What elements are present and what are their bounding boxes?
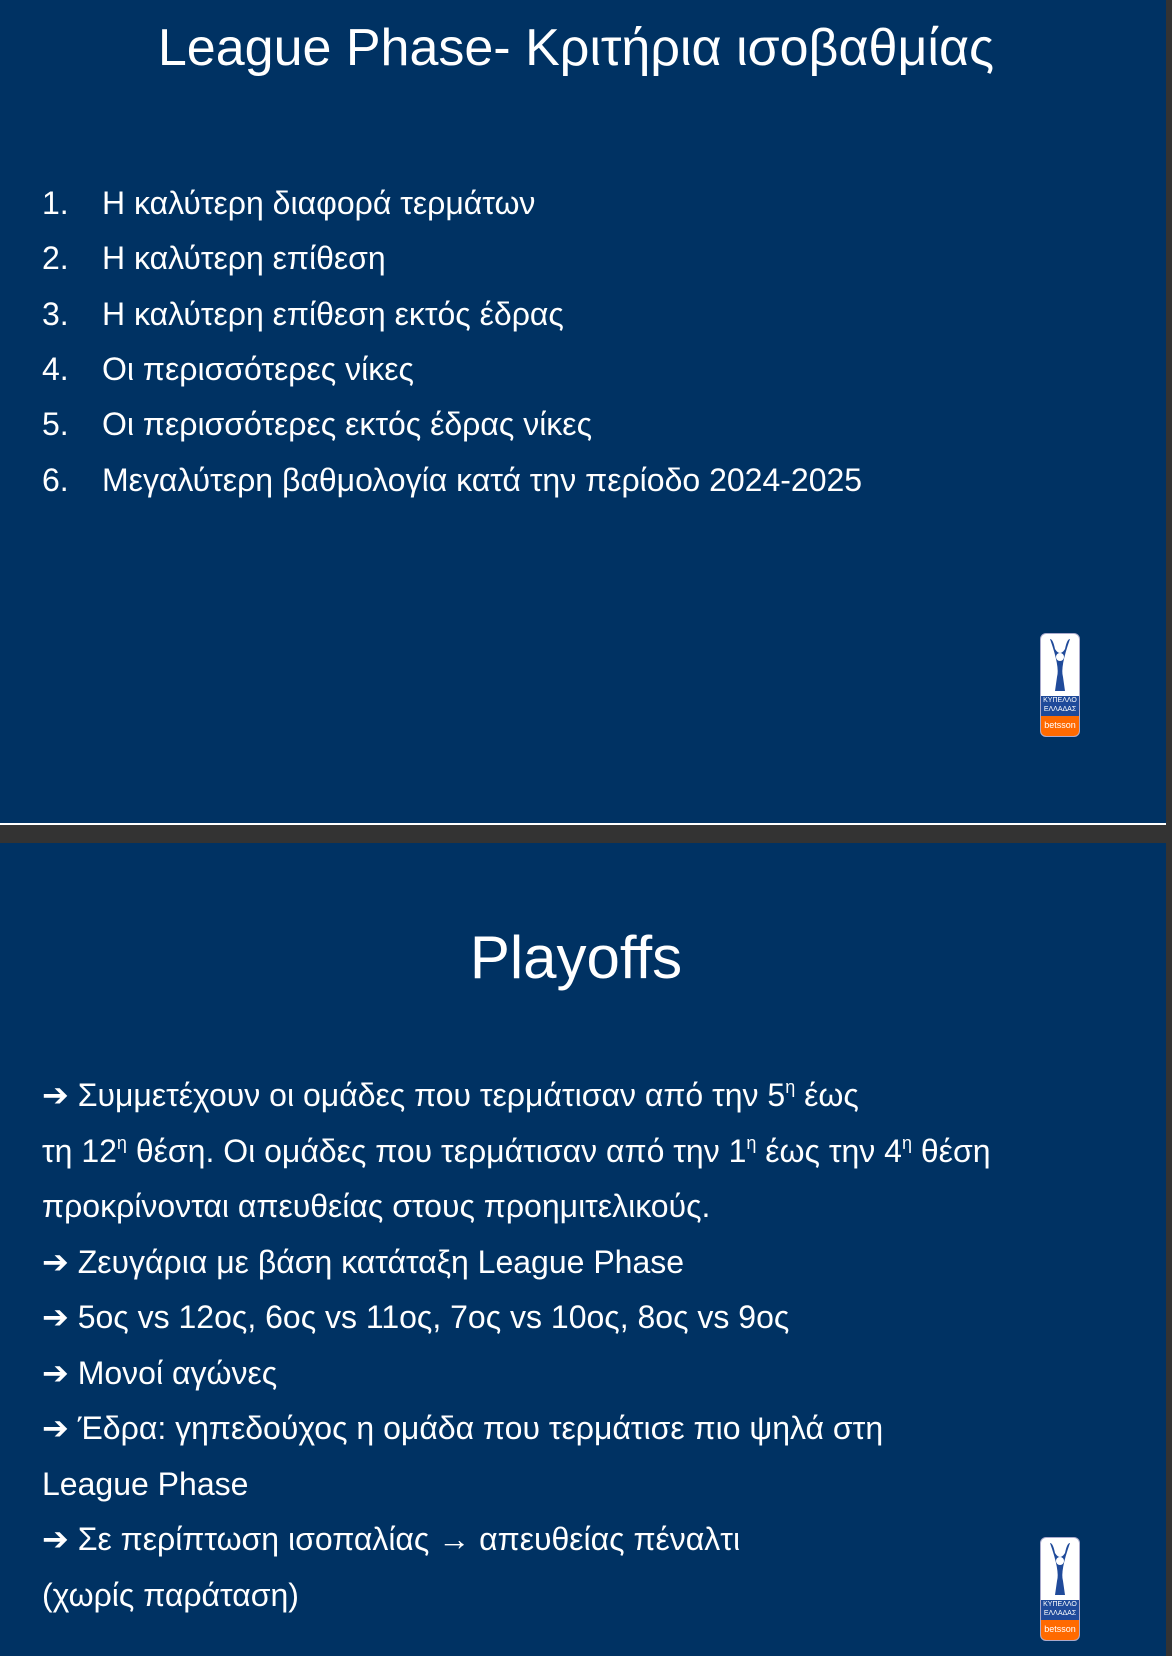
arrow-icon: ➔ bbox=[42, 1077, 69, 1113]
superscript: η bbox=[116, 1133, 127, 1153]
trophy-icon bbox=[1041, 1538, 1079, 1600]
text: Ζευγάρια με βάση κατάταξη League Phase bbox=[77, 1244, 685, 1280]
superscript: η bbox=[785, 1077, 796, 1097]
logo-text: ΚΥΠΕΛΛΟ bbox=[1043, 697, 1077, 704]
superscript: η bbox=[901, 1133, 912, 1153]
trophy-icon bbox=[1041, 634, 1079, 696]
slide-title: Playoffs bbox=[469, 924, 683, 991]
text: Μονοί αγώνες bbox=[77, 1355, 278, 1391]
item-number: 3. bbox=[42, 296, 69, 332]
text: θέση. Οι ομάδες που τερμάτισαν από την 1 bbox=[126, 1133, 747, 1169]
item-text: Η καλύτερη επίθεση bbox=[102, 240, 386, 276]
text: 5ος vs 12ος, 6ος vs 11ος, 7ος vs 10ος, 8ος vs 9ος bbox=[77, 1299, 790, 1335]
item-text: Οι περισσότερες νίκες bbox=[102, 351, 414, 387]
item-number: 4. bbox=[42, 351, 69, 387]
item-text: Η καλύτερη διαφορά τερμάτων bbox=[102, 185, 536, 221]
cup-logo bbox=[1040, 1537, 1080, 1641]
slide-playoffs bbox=[0, 843, 1166, 1656]
list-item bbox=[42, 404, 592, 444]
list-item bbox=[42, 349, 414, 389]
text: έως την 4 bbox=[756, 1133, 902, 1169]
bullet-line bbox=[42, 1297, 789, 1337]
superscript: η bbox=[746, 1133, 757, 1153]
text-line: (χωρίς παράταση) bbox=[42, 1577, 299, 1613]
arrow-icon: ➔ bbox=[42, 1521, 69, 1557]
item-text: Μεγαλύτερη βαθμολογία κατά την περίοδο 2024-2025 bbox=[102, 462, 863, 498]
item-number: 2. bbox=[42, 240, 69, 276]
bullet-line bbox=[42, 1519, 740, 1559]
bullet-line bbox=[42, 1353, 277, 1393]
text: τη 12 bbox=[42, 1133, 117, 1169]
bullet-line bbox=[42, 1075, 859, 1115]
cup-logo bbox=[1040, 633, 1080, 737]
list-item bbox=[42, 183, 535, 223]
sponsor-text: betsson bbox=[1041, 1620, 1079, 1640]
text: έως bbox=[795, 1077, 859, 1113]
logo-text: ΕΛΛΑΔΑΣ bbox=[1043, 706, 1077, 713]
bullet-line bbox=[42, 1408, 883, 1448]
text-line bbox=[42, 1131, 990, 1171]
text-line: προκρίνονται απευθείας στους προημιτελικούς. bbox=[42, 1188, 711, 1224]
logo-text: ΚΥΠΕΛΛΟ bbox=[1043, 1601, 1077, 1608]
item-number: 1. bbox=[42, 185, 69, 221]
item-text: Η καλύτερη επίθεση εκτός έδρας bbox=[102, 296, 564, 332]
logo-text: ΕΛΛΑΔΑΣ bbox=[1043, 1610, 1077, 1617]
text: Έδρα: γηπεδούχος η ομάδα που τερμάτισε πιο ψηλά στη bbox=[77, 1410, 884, 1446]
arrow-icon: ➔ bbox=[42, 1410, 69, 1446]
item-number: 5. bbox=[42, 406, 69, 442]
arrow-icon: ➔ bbox=[42, 1299, 69, 1335]
arrow-icon: ➔ bbox=[42, 1244, 69, 1280]
arrow-icon: ➔ bbox=[42, 1355, 69, 1391]
bullet-line bbox=[42, 1242, 684, 1282]
text: Σε περίπτωση ισοπαλίας → απευθείας πέναλτι bbox=[77, 1521, 741, 1557]
item-number: 6. bbox=[42, 462, 69, 498]
text-line: League Phase bbox=[42, 1466, 249, 1502]
list-item bbox=[42, 294, 564, 334]
sponsor-text: betsson bbox=[1041, 716, 1079, 736]
window-edge bbox=[1166, 0, 1172, 1656]
item-text: Οι περισσότερες εκτός έδρας νίκες bbox=[102, 406, 592, 442]
text: Συμμετέχουν οι ομάδες που τερμάτισαν από την 5 bbox=[77, 1077, 786, 1113]
list-item bbox=[42, 238, 386, 278]
slide-title: League Phase- Κριτήρια ισοβαθμίας bbox=[157, 19, 995, 77]
text: θέση bbox=[911, 1133, 991, 1169]
list-item bbox=[42, 460, 862, 500]
slide-league-phase bbox=[0, 0, 1166, 825]
